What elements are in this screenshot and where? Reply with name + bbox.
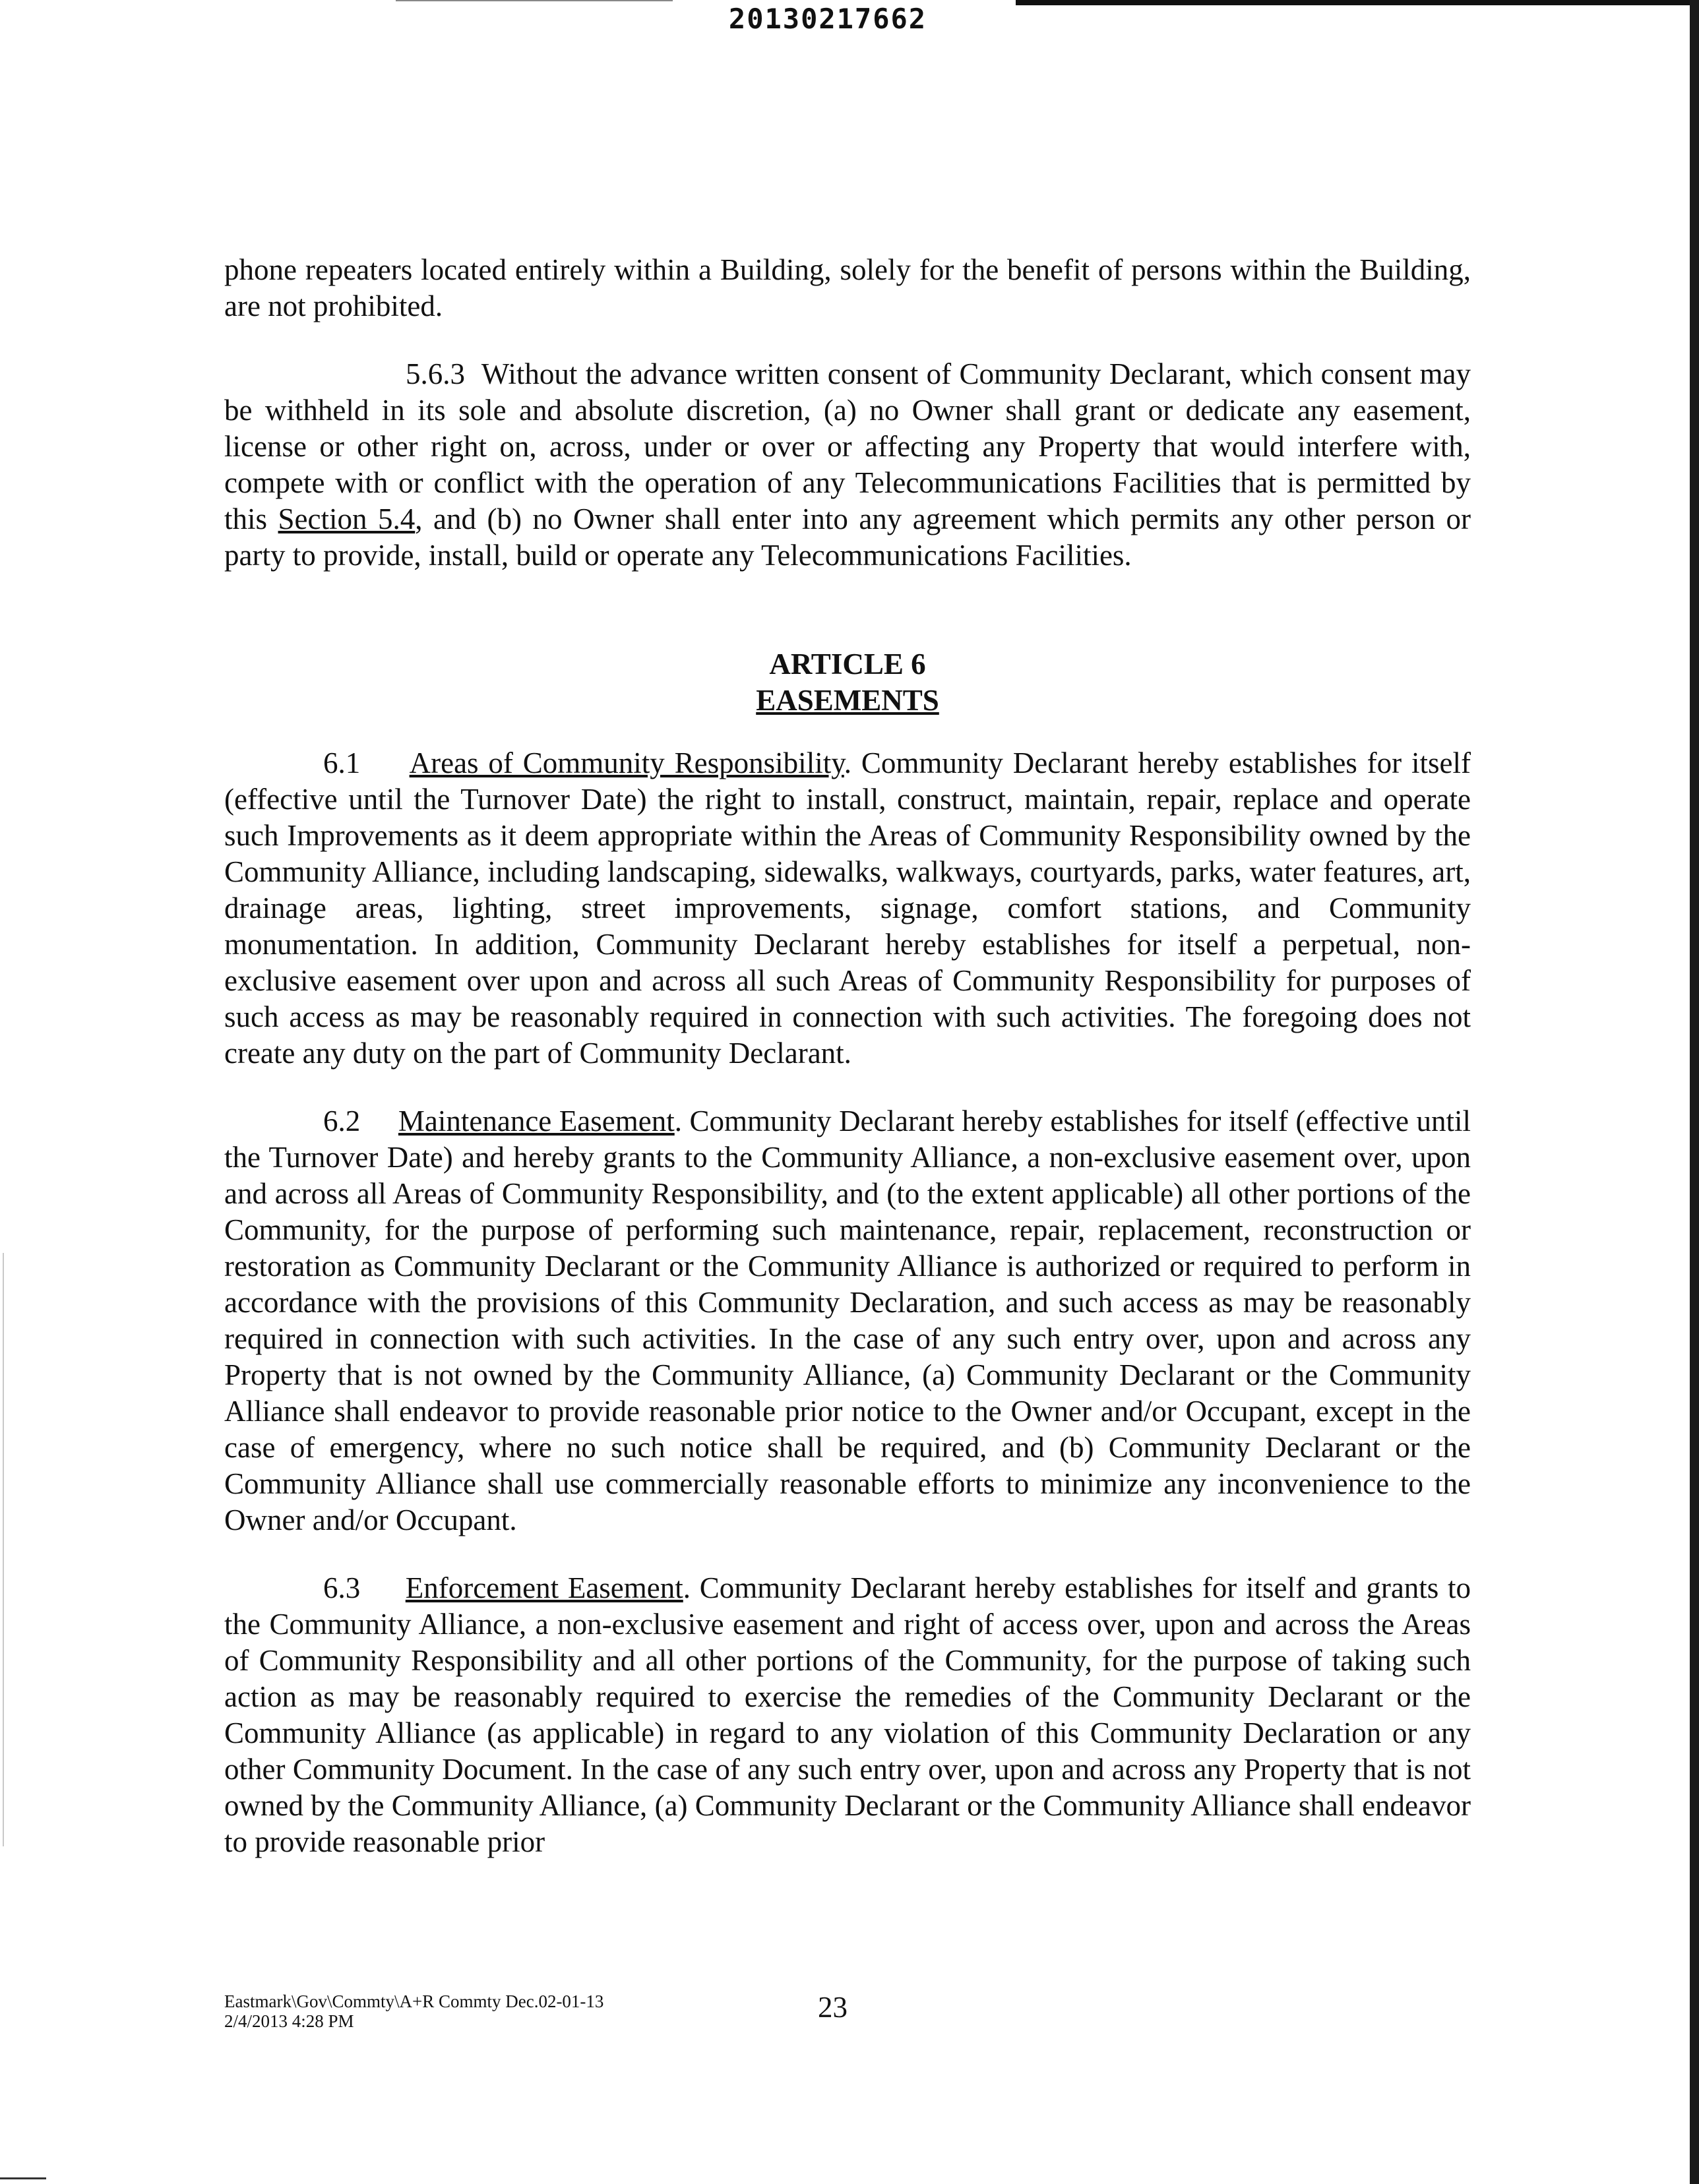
footer-file-info (224, 1991, 603, 2031)
article-number: ARTICLE 6 (769, 648, 926, 681)
section-number: 6.3 (323, 1571, 361, 1604)
body-upper (224, 252, 1471, 574)
paragraph-5-6-2-continued: phone repeaters located entirely within a Building, solely for the benefit of persons within the Building, are not prohibited. (224, 253, 1471, 322)
scan-left-edge (3, 1253, 4, 1846)
section-number: 5.6.3 (406, 357, 465, 390)
footer-timestamp: 2/4/2013 4:28 PM (224, 2011, 354, 2031)
section-heading: Enforcement Easement (405, 1571, 683, 1604)
section-6-2 (224, 1103, 1471, 1538)
paragraph-5-6-3 (224, 356, 1471, 574)
section-6-1 (224, 745, 1471, 1072)
paragraph-text: , and (b) no Owner shall enter into any agreement which permits any other person or party to provide, install, build or operate any Telecommunications Facilities. (224, 502, 1471, 572)
scan-top-rule (396, 0, 673, 1)
paragraph-text: Without the advance written consent of Community Declarant, which consent may be withheld in its sole and absolute discretion, (a) no Owner shall grant or dedicate any easement, license or other right on, across, under or over or affecting any Property that would interfere with, compete with or conflict with the operation of any Telecommunications Facilities that is permitted by this (224, 357, 1471, 535)
body-lower (224, 745, 1471, 1860)
section-heading: Areas of Community Responsibility (409, 746, 844, 779)
section-reference: Section 5.4 (278, 502, 416, 535)
scan-bottom-rule (0, 2177, 46, 2179)
scan-right-edge (1690, 0, 1699, 2184)
section-number: 6.1 (323, 746, 361, 779)
section-number: 6.2 (323, 1105, 361, 1138)
section-text: . Community Declarant hereby establishes for itself (effective until the Turnover Date) and hereby grants to the Community Alliance, a non-exclusive easement over, upon and across all Areas of Community Responsibility, and (to the extent applicable) all other portions of the Community, for the purpose of performing such maintenance, repair, replacement, reconstruction or restoration as Community Declarant or the Community Alliance is authorized or required to perform in accordance with the provisions of this Community Declaration, and such access as may be reasonably required in connection with such activities. In the case of any such entry over, upon and across any Property that is not owned by the Community Alliance, (a) Community Declarant or the Community Alliance shall endeavor to provide reasonable prior notice to the Owner and/or Occupant, except in the case of emergency, where no such notice shall be required, and (b) Community Declarant or the Community Alliance shall use commercially reasonable efforts to minimize any inconvenience to the Owner and/or Occupant. (224, 1105, 1471, 1536)
section-text: . Community Declarant hereby establishes for itself and grants to the Community Alliance, a non-exclusive easement and right of access over, upon and across the Areas of Community Responsibility and all other portions of the Community, for the purpose of taking such action as may be reasonably required to exercise the remedies of the Community Declarant or the Community Alliance (as applicable) in regard to any violation of this Community Declaration or any other Community Document. In the case of any such entry over, upon and across any Property that is not owned by the Community Alliance, (a) Community Declarant or the Community Alliance shall endeavor to provide reasonable prior (224, 1571, 1471, 1858)
section-text: . Community Declarant hereby establishes for itself (effective until the Turnover Date) the right to install, construct, maintain, repair, replace and operate such Improvements as it deem appropriate within the Areas of Community Responsibility owned by the Community Alliance, including landscaping, sidewalks, walkways, courtyards, parks, water features, art, drainage areas, lighting, street improvements, signage, comfort stations, and Community monumentation. In addition, Community Declarant hereby establishes for itself a perpetual, non-exclusive easement over upon and across all such Areas of Community Responsibility for purposes of such access as may be reasonably required in connection with such activities. The foregoing does not create any duty on the part of Community Declarant. (224, 746, 1471, 1070)
article-heading (224, 646, 1471, 719)
page-number: 23 (818, 1991, 848, 2024)
recording-number: 20130217662 (728, 3, 927, 35)
footer-file-path: Eastmark\Gov\Commty\A+R Commty Dec.02-01-13 (224, 1991, 604, 2011)
article-title: EASEMENTS (756, 684, 939, 717)
section-6-3 (224, 1570, 1471, 1860)
section-heading: Maintenance Easement (398, 1105, 675, 1138)
